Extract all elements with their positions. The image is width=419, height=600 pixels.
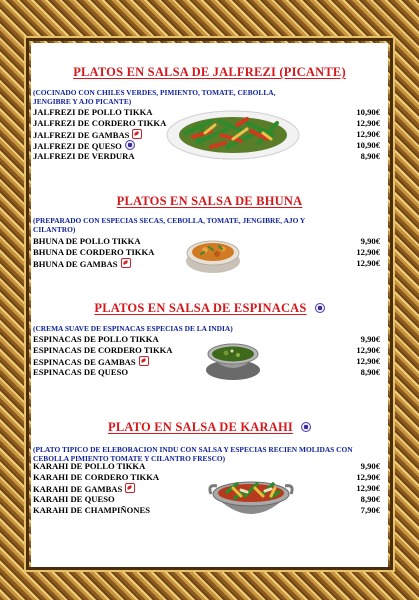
menu-item-price: 12,90€ [356,118,380,128]
menu-item-price: 10,90€ [356,107,380,117]
menu-item-name: KARAHI DE CHAMPIÑONES [33,505,150,515]
menu-item-price: 12,90€ [356,345,380,355]
jalfrezi-dish-image [163,103,303,163]
menu-item-price: 12,90€ [356,247,380,257]
menu-item [33,151,135,162]
menu-item-name: JALFREZI DE POLLO TIKKA [33,107,153,117]
section-description: (PREPARADO CON ESPECIAS SECAS, CEBOLLA, TOMATE, JENGIBRE, AJO Y CILANTRO) [33,216,305,234]
menu-item [33,236,141,247]
menu-item-name: BHUNA DE GAMBAS [33,259,118,269]
menu-item [33,472,159,483]
chili-icon [132,129,142,139]
menu-item-price: 12,90€ [356,258,380,268]
menu-item-price: 12,90€ [356,472,380,482]
menu-item-price: 12,90€ [356,129,380,139]
vegetarian-icon [301,422,311,432]
menu-item [33,494,115,505]
chili-icon [121,258,131,268]
menu-item-price: 9,90€ [360,461,380,471]
menu-item-name: KARAHI DE POLLO TIKKA [33,461,146,471]
menu-item-name: ESPINACAS DE POLLO TIKKA [33,334,159,344]
menu-page [31,43,388,567]
espinacas-dish-image [202,336,264,382]
menu-item-price: 10,90€ [356,140,380,150]
menu-item-price: 9,90€ [360,334,380,344]
chili-icon [139,356,149,366]
menu-item [33,356,149,368]
menu-item-name: JALFREZI DE QUESO [33,141,122,151]
menu-item-price: 8,90€ [360,367,380,377]
menu-item-price: 12,90€ [356,356,380,366]
menu-item-price: 8,90€ [360,494,380,504]
menu-item [33,483,135,495]
section-title: PLATOS EN SALSA DE ESPINACAS [31,301,388,316]
menu-item-name: BHUNA DE POLLO TIKKA [33,236,141,246]
menu-item [33,367,128,378]
menu-item-price: 12,90€ [356,483,380,493]
menu-item-name: KARAHI DE CORDERO TIKKA [33,472,160,482]
menu-item [33,247,154,258]
menu-item [33,107,152,118]
vegetarian-icon [315,303,325,313]
menu-item-price: 8,90€ [360,151,380,161]
karahi-dish-image [205,470,297,526]
menu-item-name: JALFREZI DE VERDURA [33,151,135,161]
menu-item-name: BHUNA DE CORDERO TIKKA [33,247,155,257]
section-title: PLATOS EN SALSA DE JALFREZI (PICANTE) [73,65,346,79]
menu-item-name: ESPINACAS DE GAMBAS [33,357,136,367]
menu-item-price: 9,90€ [360,236,380,246]
menu-item-name: ESPINACAS DE CORDERO TIKKA [33,345,173,355]
bhuna-dish-image [183,233,243,275]
section-description: (PLATO TIPICO DE ELEBORACION INDU CON SALSA Y ESPECIAS RECIEN MOLIDAS CON CEBOLLA PIMIENTO TOMATE Y CILANTRO FRESCO) [33,445,353,463]
section-description: (CREMA SUAVE DE ESPINACAS ESPECIAS DE LA INDIA) [33,324,233,333]
menu-item [33,505,150,516]
menu-item [33,258,131,270]
section-description: (COCINADO CON CHILES VERDES, PIMIENTO, TOMATE, CEBOLLA, JENGIBRE Y AJO PICANTE) [33,88,276,106]
menu-item [33,334,159,345]
menu-item [33,129,142,141]
vegetarian-icon [125,140,135,150]
menu-item-price: 7,90€ [360,505,380,515]
menu-item-name: JALFREZI DE GAMBAS [33,130,130,140]
menu-item [33,345,173,356]
chili-icon [125,483,135,493]
menu-item-name: JALFREZI DE CORDERO TIKKA [33,118,167,128]
section-title: PLATOS EN SALSA DE BHUNA [116,194,303,208]
menu-item [33,461,145,472]
section-title: PLATO EN SALSA DE KARAHI [31,420,388,435]
menu-item [33,118,166,129]
menu-item [33,140,135,152]
menu-item-name: ESPINACAS DE QUESO [33,367,129,377]
menu-item-name: KARAHI DE QUESO [33,494,115,504]
menu-item-name: KARAHI DE GAMBAS [33,484,123,494]
